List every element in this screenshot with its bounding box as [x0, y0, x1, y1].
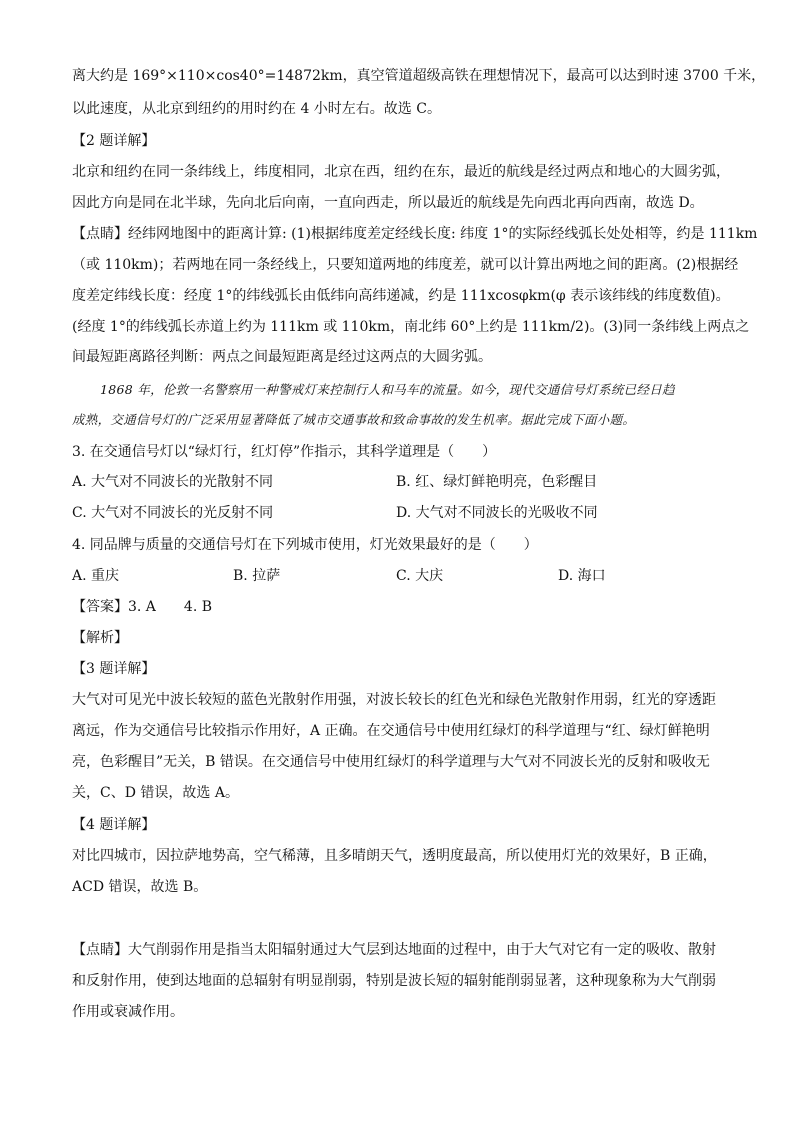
tip2-line-2: 和反射作用，使到达地面的总辐射有明显削弱，特别是波长短的辐射能削弱显著，这种现象称为大气削弱: [72, 973, 716, 989]
q3-detail-line-3: 亮，色彩醒目”无关，B 错误。在交通信号中使用红绿灯的科学道理与大气对不同波长光的反射和吸收无: [72, 754, 710, 770]
q3-option-d: D. 大气对不同波长的光吸收不同: [396, 505, 598, 521]
q2-detail-header: 【2 题详解】: [72, 133, 156, 149]
tip1-line-1: 【点睛】经纬网地图中的距离计算: (1)根据纬度差定经线长度: 纬度 1°的实际经线弧长处处相等，约是 111km: [72, 226, 758, 242]
q4-option-a: A. 重庆: [72, 568, 120, 584]
q2-detail-line-1: 北京和纽约在同一条纬线上，纬度相同，北京在西，纽约在东，最近的航线是经过两点和地心的大圆劣弧，: [72, 164, 730, 180]
tip1-line-2: （或 110km)；若两地在同一条经线上，只要知道两地的纬度差，就可以计算出两地之间的距离。(2)根据经: [72, 257, 739, 273]
q3-detail-line-1: 大气对可见光中波长较短的蓝色光散射作用强，对波长较长的红色光和绿色光散射作用弱，红光的穿透距: [72, 692, 716, 708]
tip1-line-5: 间最短距离路径判断：两点之间最短距离是经过这两点的大圆劣弧。: [72, 349, 492, 365]
intro-line-1: 离大约是 169°×110×cos40°=14872km，真空管道超级高铁在理想情况下，最高可以达到时速 3700 千米，: [72, 68, 766, 84]
q3-option-a: A. 大气对不同波长的光散射不同: [72, 474, 274, 490]
tip2-line-3: 作用或衰减作用。: [72, 1004, 184, 1020]
q3-stem: 3. 在交通信号灯以“绿灯行，红灯停”作指示，其科学道理是（ ）: [72, 444, 497, 460]
tip2-line-1: 【点睛】大气削弱作用是指当太阳辐射通过大气层到达地面的过程中，由于大气对它有一定的吸收、散射: [72, 942, 716, 958]
analysis-header: 【解析】: [72, 630, 128, 646]
q4-option-c: C. 大庆: [396, 568, 444, 584]
q3-detail-header: 【3 题详解】: [72, 661, 156, 677]
q4-detail-line-2: ACD 错误，故选 B。: [72, 879, 208, 895]
answer-line: 【答案】3. A 4. B: [72, 599, 213, 615]
q2-detail-line-2: 因此方向是同在北半球，先向北后向南，一直向西走，所以最近的航线是先向西北再向西南，故选 D。: [72, 195, 704, 211]
intro-line-2: 以此速度，从北京到纽约的用时约在 4 小时左右。故选 C。: [72, 101, 441, 117]
q4-detail-line-1: 对比四城市，因拉萨地势高，空气稀薄，且多晴朗天气，透明度最高，所以使用灯光的效果好，B 正确，: [72, 848, 717, 864]
story-line-2: 成熟，交通信号灯的广泛采用显著降低了城市交通事故和致命事故的发生机率。据此完成下面小题。: [72, 412, 636, 427]
q3-option-b: B. 红、绿灯鲜艳明亮，色彩醒目: [396, 474, 598, 490]
story-line-1: 1868 年，伦敦一名警察用一种警戒灯来控制行人和马车的流量。如今，现代交通信号灯系统已经日趋: [100, 382, 675, 397]
tip1-line-3: 度差定纬线长度：经度 1°的纬线弧长由低纬向高纬递减，约是 111xcosφkm(φ 表示该纬线的纬度数值)。: [72, 288, 730, 304]
tip1-line-4: (经度 1°的纬线弧长赤道上约为 111km 或 110km，南北纬 60°上约是 111km/2)。(3)同一条纬线上两点之: [72, 319, 750, 335]
q3-option-c: C. 大气对不同波长的光反射不同: [72, 505, 274, 521]
q4-option-b: B. 拉萨: [233, 568, 281, 584]
q4-stem: 4. 同品牌与质量的交通信号灯在下列城市使用，灯光效果最好的是（ ）: [72, 537, 538, 553]
q4-detail-header: 【4 题详解】: [72, 817, 156, 833]
q3-detail-line-2: 离远，作为交通信号比较指示作用好，A 正确。在交通信号中使用红绿灯的科学道理与“红、绿灯鲜艳明: [72, 723, 710, 739]
q3-detail-line-4: 关，C、D 错误，故选 A。: [72, 785, 239, 801]
q4-option-d: D. 海口: [558, 568, 606, 584]
